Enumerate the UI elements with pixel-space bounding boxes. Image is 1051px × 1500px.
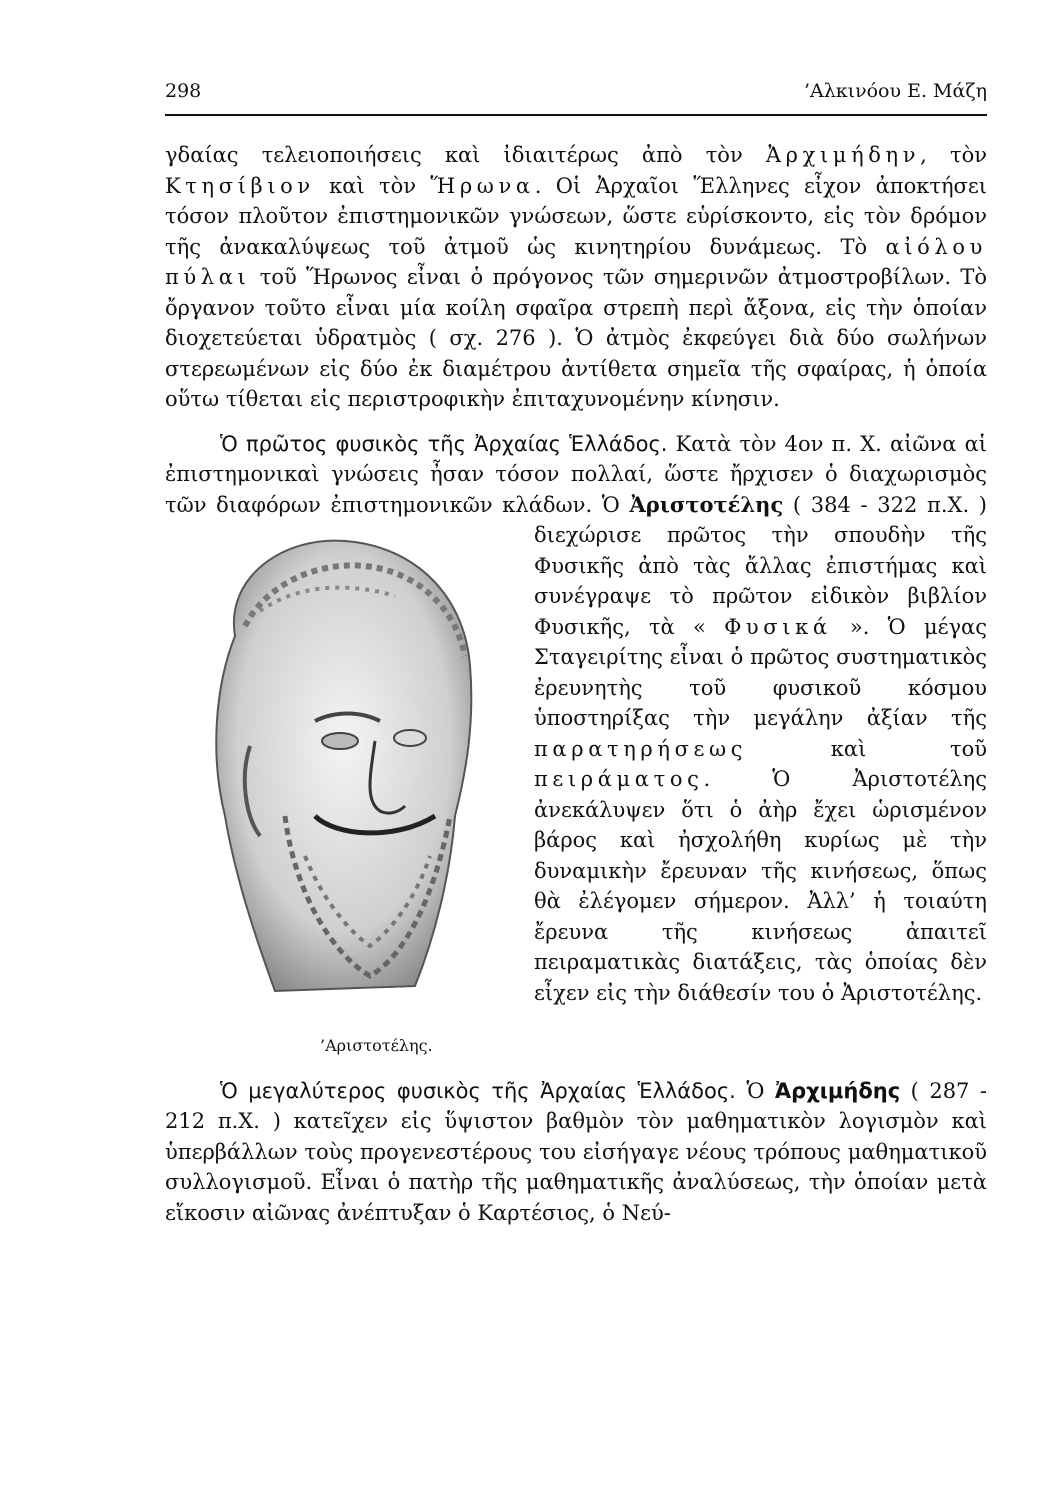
spaced-term-observation: παρατηρήσεως	[534, 736, 748, 761]
header-rule	[165, 114, 987, 116]
text-run: καὶ τὸν	[314, 173, 431, 198]
spaced-name-archimedes: Ἀρχιμήδην	[765, 143, 921, 167]
text-run: γδαίας τελειοποιήσεις καὶ ἰδιαιτέρως ἀπὸ τὸν	[165, 143, 766, 167]
text-run: καὶ τοῦ	[747, 736, 987, 761]
text-run: Ὁ	[735, 1078, 775, 1103]
page-number: 298	[165, 80, 202, 102]
text-run: , τὸν	[920, 143, 987, 167]
section-heading-greatest-physicist: Ὁ μεγαλύτερος φυσικὸς τῆς Ἀρχαίας Ἑλλάδος.	[220, 1078, 736, 1103]
spaced-term-experiment: πειράματος	[534, 767, 704, 791]
aristotle-figure	[165, 496, 520, 1076]
page-header	[165, 80, 987, 116]
text-run: ( 384 - 322 π.Χ. ) διεχώρισε πρῶτος τὴν σπουδὴν τῆς Φυσικῆς ἀπὸ τὰς ἄλλας ἐπιστήμας καὶ συνέγραψε τὸ πρῶτον εἰδικὸν βιβλίον Φυσικῆς, τὰ «	[534, 492, 987, 639]
running-title: ’Αλκινόου Ε. Μάζη	[803, 80, 987, 102]
text-run: Κατὰ τὸν 4ον π. Χ. αἰῶνα αἱ ἐπιστημονικαὶ γνώσεις ἦσαν τόσον πολλαί, ὥστε ἤρχισεν ὁ διαχωρισμὸς τῶν διαφόρων ἐπιστημονικῶν κλάδων. Ὁ	[165, 431, 988, 517]
text-run: . Ὁ Ἀριστοτέλης ἀνεκάλυψεν ὅτι ὁ ἀὴρ ἔχει ὡρισμένον βάρος καὶ ἠσχολήθη κυρίως μὲ τὴν δυναμικὴν ἔρευναν τῆς κινήσεως, ὅπως θὰ ἐλέγομεν σήμερον. Ἀλλ’ ἡ τοιαύτη ἔρευνα τῆς κινήσεως ἀπαιτεῖ πειραματικὰς διατάξεις, τὰς ὁποίας δὲν εἶχεν εἰς τὴν διάθεσίν του ὁ Ἀριστοτέλης.	[534, 767, 987, 1005]
bold-name-archimedes: Ἀρχιμήδης	[774, 1078, 901, 1103]
text-run: ». Ὁ μέγας Σταγειρίτης εἶναι ὁ πρῶτος συστηματικὸς ἐρευνητὴς τοῦ φυσικοῦ κόσμου ὑποστηρίξας τὴν μεγάλην ἀξίαν τῆς	[534, 614, 987, 730]
spaced-name-ctesibius: Κτησίβιον	[165, 173, 315, 198]
paragraph-archimedes	[165, 1076, 987, 1229]
text-run: ( 287 - 212 π.Χ. ) κατεῖχεν εἰς ὕψιστον βαθμὸν τὸν μαθηματικὸν λογισμὸν καὶ ὑπερβάλλων τοὺς προγενεστέρους του εἰσήγαγε νέους τρόπους μαθηματικοῦ συλλογισμοῦ. Εἶναι ὁ πατὴρ τῆς μαθηματικῆς ἀναλύσεως, τὴν ὁποίαν μετὰ εἴκοσιν αἰῶνας ἀνέπτυξαν ὁ Καρτέσιος, ὁ Νεύ-	[165, 1078, 988, 1225]
text-run: τοῦ Ἥρωνος εἶναι ὁ πρόγονος τῶν σημερινῶν ἀτμοστροβίλων. Τὸ ὄργανον τοῦτο εἶναι μία κοίλη σφαῖρα στρεπὴ περὶ ἄξονα, εἰς τὴν ὁποίαν διοχετεύεται ὑδρατμὸς ( σχ. 276 ). Ὁ ἀτμὸς ἐκφεύγει διὰ δύο σωλήνων στερεωμένων εἰς δύο ἐκ διαμέτρου ἀντίθετα σημεῖα τῆς σφαίρας, ἡ ὁποία οὕτω τίθεται εἰς περιστροφικὴν ἐπιταχυνομένην κίνησιν.	[165, 265, 987, 411]
text-run: . Οἱ Ἀρχαῖοι Ἕλληνες εἶχον ἀποκτήσει τόσον πλοῦτον ἐπιστημονικῶν γνώσεων, ὥστε εὑρίσκοντο, εἰς τὸν δρόμον τῆς ἀνακαλύψεως τοῦ ἀτμοῦ ὡς κινητηρίου δυνάμεως. Τὸ	[165, 173, 987, 259]
section-heading-first-physicist: Ὁ πρῶτος φυσικὸς τῆς Ἀρχαίας Ἑλλάδος.	[220, 431, 668, 456]
figure-caption: ’Αριστοτέλης.	[320, 1035, 433, 1055]
paragraph-heron	[165, 140, 987, 415]
spaced-term-aeolipile: αἰόλου πύλαι	[165, 234, 987, 289]
spaced-name-heron: Ἥρωνα	[430, 173, 535, 198]
bold-name-aristotle: Ἀριστοτέλης	[629, 491, 784, 517]
page-body	[165, 140, 987, 1228]
aristotle-bust-image	[165, 516, 505, 1026]
spaced-title-physika: Φυσικά	[724, 614, 832, 639]
paragraph-aristotle	[165, 429, 988, 1055]
